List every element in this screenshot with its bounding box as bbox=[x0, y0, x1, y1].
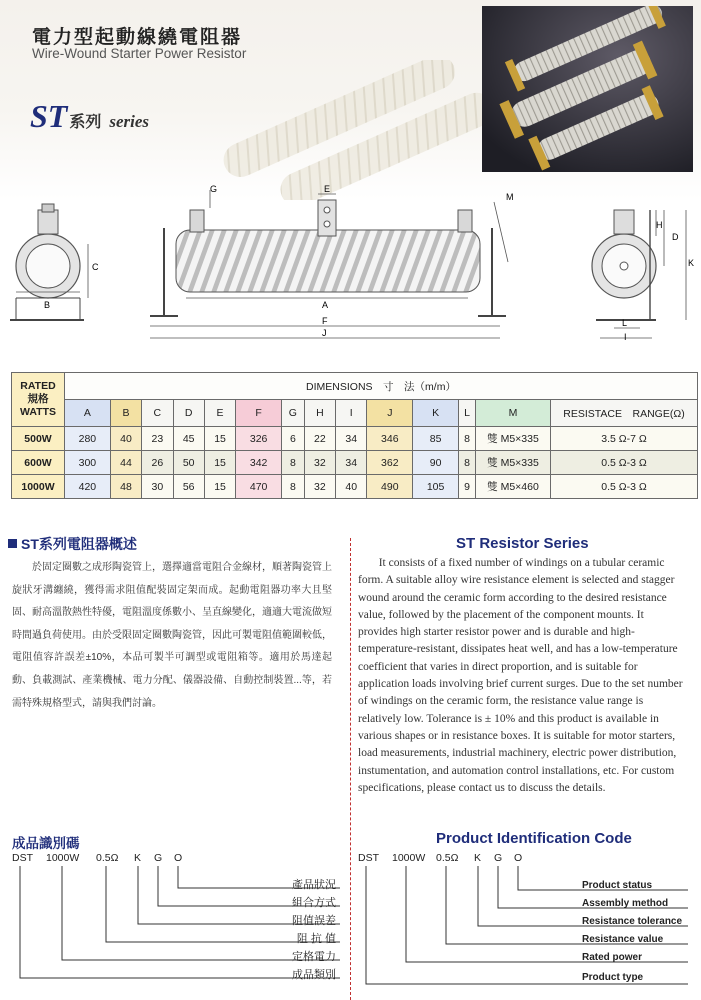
table-row bbox=[12, 427, 698, 451]
code-part-en: O bbox=[514, 852, 523, 864]
code-label-en: Resistance value bbox=[582, 934, 664, 945]
end-view-right bbox=[592, 210, 686, 338]
column-header: RESISTACE RANGE(Ω) bbox=[551, 400, 698, 427]
table-cell: 8 bbox=[282, 475, 305, 499]
table-cell: 9 bbox=[459, 475, 476, 499]
side-view bbox=[150, 190, 508, 338]
series-label-en: series bbox=[109, 112, 150, 131]
table-cell: 雙 M5×460 bbox=[476, 475, 551, 499]
table-cell: 8 bbox=[459, 451, 476, 475]
product-id-zh-title: 成品識別碼 bbox=[12, 836, 80, 851]
table-cell: 30 bbox=[142, 475, 173, 499]
dim-label-B: B bbox=[44, 300, 51, 310]
code-part-en: G bbox=[494, 852, 503, 864]
rated-header-line-2: 規格 bbox=[27, 393, 49, 405]
column-header: B bbox=[110, 400, 141, 427]
column-header: K bbox=[413, 400, 459, 427]
column-header: I bbox=[336, 400, 367, 427]
table-cell: 32 bbox=[304, 451, 335, 475]
table-cell: 34 bbox=[336, 427, 367, 451]
dim-label-F: F bbox=[322, 316, 328, 326]
code-label-en: Product type bbox=[582, 972, 644, 983]
rated-watts-header bbox=[12, 373, 65, 427]
column-header: E bbox=[204, 400, 235, 427]
table-cell: 300 bbox=[65, 451, 111, 475]
column-header: M bbox=[476, 400, 551, 427]
table-cell: 40 bbox=[110, 427, 141, 451]
table-cell: 280 bbox=[65, 427, 111, 451]
description-zh-title-text: ST系列電阻器概述 bbox=[21, 536, 137, 552]
dim-label-M: M bbox=[506, 192, 514, 202]
product-id-en-title: Product Identification Code bbox=[436, 830, 632, 847]
rated-header-line-3: WATTS bbox=[20, 406, 56, 418]
table-cell: 490 bbox=[367, 475, 413, 499]
code-label-en: Rated power bbox=[582, 952, 643, 963]
code-part-en: 1000W bbox=[392, 852, 426, 864]
code-part-en: 0.5Ω bbox=[436, 852, 459, 864]
code-label-zh: 產品狀況 bbox=[292, 879, 336, 891]
code-part-zh: 1000W bbox=[46, 852, 80, 864]
column-header: F bbox=[236, 400, 282, 427]
page-title-zh: 電力型起動線繞電阻器 bbox=[32, 27, 243, 48]
series-code: ST bbox=[30, 98, 68, 134]
table-cell: 32 bbox=[304, 475, 335, 499]
column-header: J bbox=[367, 400, 413, 427]
table-cell: 56 bbox=[173, 475, 204, 499]
table-cell: 326 bbox=[236, 427, 282, 451]
dim-label-C: C bbox=[92, 262, 99, 272]
dim-label-G: G bbox=[210, 184, 218, 194]
table-cell: 50 bbox=[173, 451, 204, 475]
column-header: A bbox=[65, 400, 111, 427]
dim-label-A: A bbox=[322, 300, 329, 310]
table-cell: 雙 M5×335 bbox=[476, 427, 551, 451]
code-label-zh: 成品類別 bbox=[292, 969, 336, 981]
table-cell: 15 bbox=[204, 475, 235, 499]
dimensions-title: DIMENSIONS 寸 法（m/m） bbox=[65, 373, 698, 400]
code-part-zh: 0.5Ω bbox=[96, 852, 119, 864]
table-row bbox=[12, 451, 698, 475]
dim-label-D: D bbox=[672, 232, 679, 242]
table-cell: 45 bbox=[173, 427, 204, 451]
table-cell: 23 bbox=[142, 427, 173, 451]
column-header: G bbox=[282, 400, 305, 427]
code-label-en: Resistance tolerance bbox=[582, 916, 683, 927]
series-label-zh: 系列 bbox=[69, 112, 102, 131]
table-cell: 346 bbox=[367, 427, 413, 451]
rated-header-line-1: RATED bbox=[20, 380, 56, 392]
dim-label-J: J bbox=[322, 328, 327, 338]
dimension-drawing bbox=[0, 180, 701, 360]
page-title-en: Wire-Wound Starter Power Resistor bbox=[32, 46, 247, 61]
dim-label-H: H bbox=[656, 220, 663, 230]
table-cell-watts: 1000W bbox=[12, 475, 65, 499]
code-part-zh: K bbox=[134, 852, 142, 864]
dim-label-E: E bbox=[324, 184, 331, 194]
table-cell: 342 bbox=[236, 451, 282, 475]
code-label-zh: 阻值誤差 bbox=[292, 915, 336, 927]
code-part-en: K bbox=[474, 852, 482, 864]
square-bullet-icon bbox=[8, 539, 17, 548]
table-cell: 8 bbox=[282, 451, 305, 475]
series-heading bbox=[30, 98, 149, 135]
table-cell: 8 bbox=[459, 427, 476, 451]
table-cell-watts: 500W bbox=[12, 427, 65, 451]
code-label-en: Product status bbox=[582, 880, 653, 891]
product-photo bbox=[482, 6, 693, 172]
dimensions-table bbox=[11, 372, 698, 499]
table-cell: 44 bbox=[110, 451, 141, 475]
code-label-zh: 組合方式 bbox=[292, 897, 336, 909]
table-cell: 34 bbox=[336, 451, 367, 475]
code-part-zh: DST bbox=[12, 852, 33, 864]
column-header: H bbox=[304, 400, 335, 427]
table-cell: 22 bbox=[304, 427, 335, 451]
table-cell: 470 bbox=[236, 475, 282, 499]
dim-label-K: K bbox=[688, 258, 695, 268]
column-header: D bbox=[173, 400, 204, 427]
table-cell: 26 bbox=[142, 451, 173, 475]
column-header: L bbox=[459, 400, 476, 427]
table-cell: 3.5 Ω-7 Ω bbox=[551, 427, 698, 451]
table-cell: 85 bbox=[413, 427, 459, 451]
dim-label-I: I bbox=[624, 332, 627, 342]
table-cell: 105 bbox=[413, 475, 459, 499]
description-zh-title bbox=[8, 534, 137, 554]
table-cell: 48 bbox=[110, 475, 141, 499]
code-part-zh: O bbox=[174, 852, 183, 864]
table-cell: 15 bbox=[204, 427, 235, 451]
code-label-en: Assembly method bbox=[582, 898, 669, 909]
table-cell: 40 bbox=[336, 475, 367, 499]
table-cell: 0.5 Ω-3 Ω bbox=[551, 475, 698, 499]
table-cell: 362 bbox=[367, 451, 413, 475]
table-cell: 6 bbox=[282, 427, 305, 451]
code-part-zh: G bbox=[154, 852, 163, 864]
table-cell: 0.5 Ω-3 Ω bbox=[551, 451, 698, 475]
header-decorative-resistors bbox=[180, 60, 500, 200]
code-part-en: DST bbox=[358, 852, 379, 864]
table-cell-watts: 600W bbox=[12, 451, 65, 475]
table-row bbox=[12, 475, 698, 499]
description-zh-body: 於固定圈數之成形陶瓷管上，選擇適當電阻合金線材，順著陶瓷管上旋狀牙溝纏繞，獲得需求阻值配裝固定架而成。起動電阻器功率大且堅固、耐高溫散熱性特優，電阻溫度係數小、呈直線變化，適適大電流做短時間過負荷使用。由於受限固定圈數陶瓷管，因此可製電阻值範圍較低，電阻值容許誤差±10%，本品可製半可調型或電阻箱等。適用於馬達起動、負載測試、產業機械、電力分配、儀器設備、自動控制裝置...等，若需特殊規格型式，請與我們討論。 bbox=[12, 562, 332, 709]
column-header: C bbox=[142, 400, 173, 427]
table-cell: 420 bbox=[65, 475, 111, 499]
code-label-zh: 阻 抗 值 bbox=[296, 933, 336, 945]
code-label-zh: 定格電力 bbox=[292, 951, 336, 963]
table-cell: 雙 M5×335 bbox=[476, 451, 551, 475]
dim-label-L: L bbox=[622, 318, 628, 328]
description-en-title: ST Resistor Series bbox=[456, 535, 589, 552]
table-cell: 15 bbox=[204, 451, 235, 475]
table-cell: 90 bbox=[413, 451, 459, 475]
description-en-body: It consists of a fixed number of windings on a tubular ceramic form. A suitable alloy wire resistance element is selected and stagger wound around the ceramic form according to the desired resistance value, followed by the placement of the component mounts. It provides high starter resistor power and is durable and high-temperature-resistant, dissipates heat well, and has a low-temperature coefficient that varies in direct proportion, and is suitable for application loads involving brief current surges. Due to the set number of windings on the ceramic form, the resistance value range is relatively low. Tolerance is ± 10% and this product is available in various shapes or in resistance boxes. It is suitable for motor starters, load measurements, industrial machinery, electric power distribution, instumentation, and automation control installations, etc. For custom specifications, please contact us to discuss the details. bbox=[358, 557, 683, 794]
